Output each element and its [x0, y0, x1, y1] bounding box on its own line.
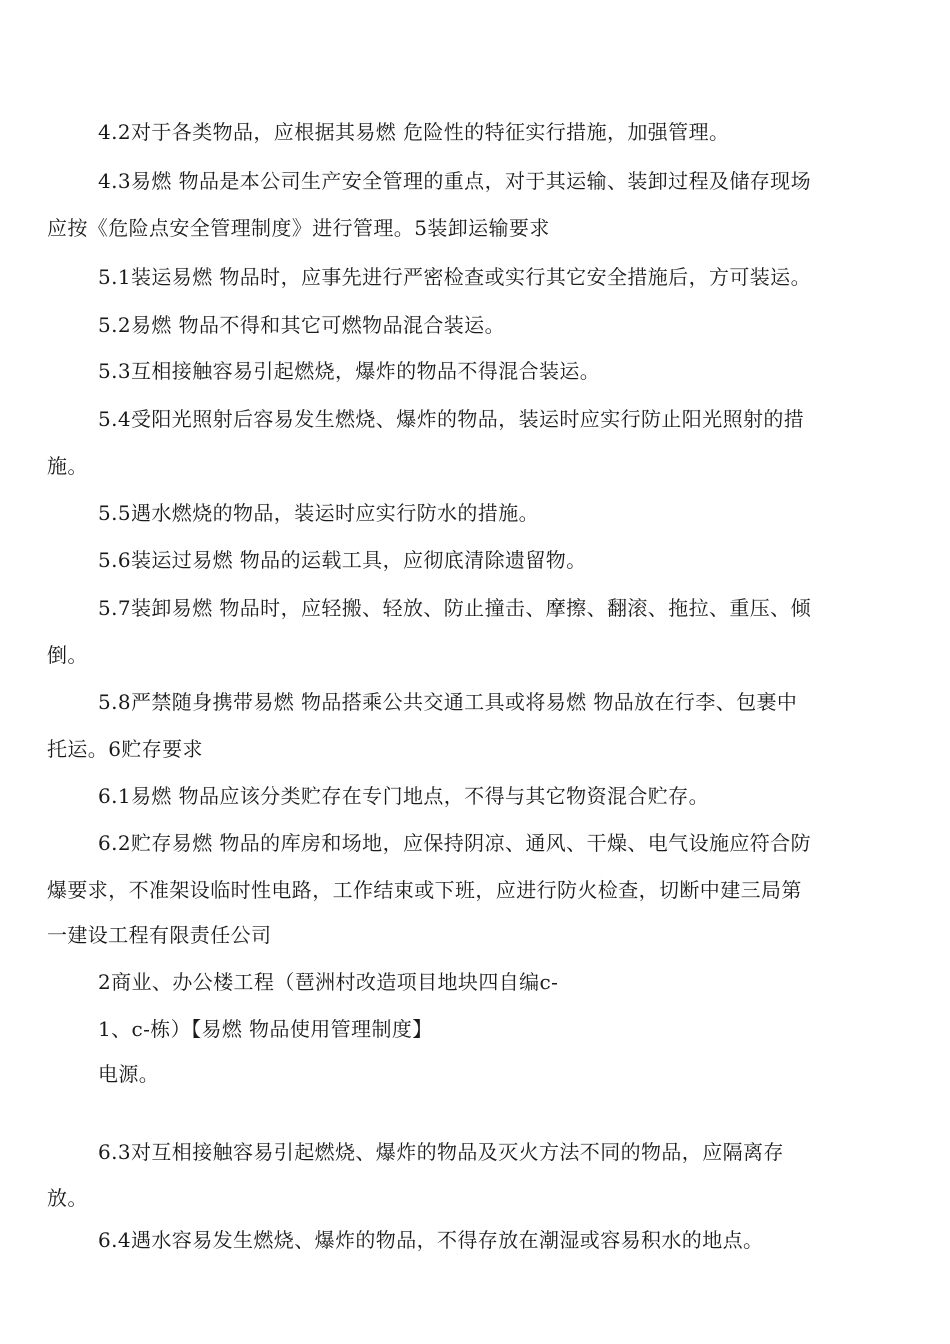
paragraph-6-2-cont: 爆要求，不准架设临时性电路，工作结束或下班，应进行防火检查，切断中建三局第	[47, 878, 802, 902]
paragraph-6-3: 6.3对互相接触容易引起燃烧、爆炸的物品及灭火方法不同的物品，应隔离存	[98, 1140, 784, 1164]
paragraph-5-8-cont: 托运。6贮存要求	[47, 737, 203, 761]
paragraph-6-4: 6.4遇水容易发生燃烧、爆炸的物品，不得存放在潮湿或容易积水的地点。	[98, 1228, 764, 1252]
paragraph-5-4: 5.4受阳光照射后容易发生燃烧、爆炸的物品，装运时应实行防止阳光照射的措	[98, 407, 805, 431]
paragraph-5-6: 5.6装运过易燃 物品的运载工具，应彻底清除遗留物。	[98, 548, 587, 572]
paragraph-6-1: 6.1易燃 物品应该分类贮存在专门地点，不得与其它物资混合贮存。	[98, 784, 709, 808]
paragraph-6-2: 6.2贮存易燃 物品的库房和场地，应保持阴凉、通风、干燥、电气设施应符合防	[98, 831, 811, 855]
paragraph-4-3-cont: 应按《危险点安全管理制度》进行管理。5装卸运输要求	[47, 216, 550, 240]
paragraph-5-8: 5.8严禁随身携带易燃 物品搭乘公共交通工具或将易燃 物品放在行李、包裹中	[98, 690, 798, 714]
paragraph-5-4-cont: 施。	[47, 454, 88, 478]
page-header-project: 2商业、办公楼工程（琶洲村改造项目地块四自编c-	[98, 970, 559, 994]
paragraph-5-7: 5.7装卸易燃 物品时，应轻搬、轻放、防止撞击、摩擦、翻滚、拖拉、重压、倾	[98, 596, 811, 620]
paragraph-5-2: 5.2易燃 物品不得和其它可燃物品混合装运。	[98, 313, 505, 337]
paragraph-4-3: 4.3易燃 物品是本公司生产安全管理的重点，对于其运输、装卸过程及储存现场	[98, 169, 811, 193]
page-header-title: 1、c-栋）【易燃 物品使用管理制度】	[98, 1017, 433, 1041]
paragraph-4-2: 4.2对于各类物品，应根据其易燃 危险性的特征实行措施，加强管理。	[98, 120, 730, 144]
paragraph-6-2-end: 电源。	[98, 1062, 160, 1086]
paragraph-6-3-cont: 放。	[47, 1186, 88, 1210]
paragraph-5-7-cont: 倒。	[47, 643, 88, 667]
paragraph-5-5: 5.5遇水燃烧的物品，装运时应实行防水的措施。	[98, 501, 540, 525]
paragraph-5-3: 5.3互相接触容易引起燃烧，爆炸的物品不得混合装运。	[98, 359, 601, 383]
paragraph-5-1: 5.1装运易燃 物品时，应事先进行严密检查或实行其它安全措施后，方可装运。	[98, 265, 811, 289]
paragraph-6-2-cont-2: 一建设工程有限责任公司	[47, 923, 272, 947]
